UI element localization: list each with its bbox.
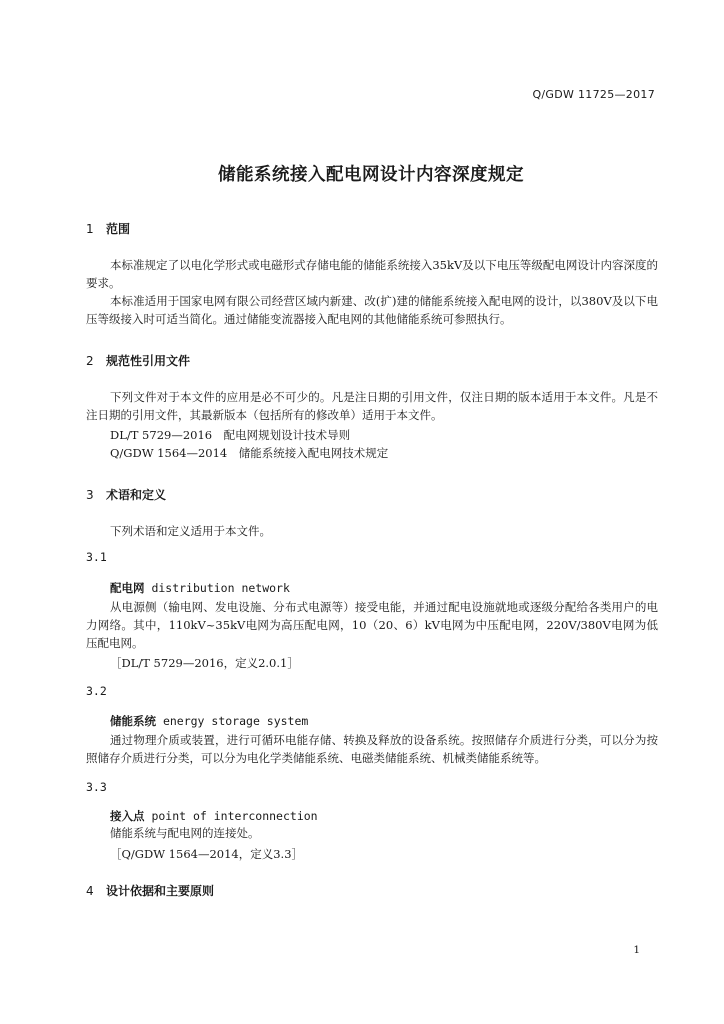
section-1-paragraph-2: 本标准适用于国家电网有限公司经营区域内新建、改(扩)建的储能系统接入配电网的设计，以380V及以下电压等级接入时可适当简化。通过储能变流器接入配电网的其他储能系统可参照执行。 bbox=[86, 294, 658, 326]
document-title: 储能系统接入配电网设计内容深度规定 bbox=[218, 165, 524, 185]
normative-reference-2: Q/GDW 1564—2014 储能系统接入配电网技术规定 bbox=[110, 446, 389, 460]
normative-reference-1: DL/T 5729—2016 配电网规划设计技术导则 bbox=[110, 428, 351, 442]
section-2-paragraph-1: 下列文件对于本文件的应用是必不可少的。凡是注日期的引用文件，仅注日期的版本适用于本文件。凡是不注日期的引用文件，其最新版本（包括所有的修改单）适用于本文件。 bbox=[86, 390, 658, 422]
term-3-3-source: ［Q/GDW 1564—2014，定义3.3］ bbox=[110, 847, 304, 861]
term-english: point of interconnection bbox=[151, 809, 318, 823]
section-title: 范围 bbox=[106, 222, 131, 236]
term-english: distribution network bbox=[151, 581, 290, 595]
section-title: 规范性引用文件 bbox=[106, 354, 191, 368]
page-number: 1 bbox=[633, 944, 640, 956]
term-3-1-definition: 从电源侧（输电网、发电设施、分布式电源等）接受电能，并通过配电设施就地或逐级分配给各类用户的电力网络。其中，110kV~35kV电网为高压配电网，10（20、6）kV电网为中压配电网，220V/380V电网为低压配电网。 bbox=[86, 600, 658, 650]
section-title: 设计依据和主要原则 bbox=[106, 884, 215, 898]
section-number: 3 bbox=[86, 488, 94, 502]
standard-number: Q/GDW 11725—2017 bbox=[532, 88, 655, 101]
clause-3-1-number: 3.1 bbox=[86, 550, 107, 564]
section-1-paragraph-1: 本标准规定了以电化学形式或电磁形式存储电能的储能系统接入35kV及以下电压等级配电网设计内容深度的要求。 bbox=[86, 258, 658, 290]
term-3-3-definition: 储能系统与配电网的连接处。 bbox=[110, 826, 260, 840]
term-3-1 bbox=[110, 580, 290, 596]
section-3-heading bbox=[86, 486, 166, 503]
section-number: 4 bbox=[86, 884, 94, 898]
term-english: energy storage system bbox=[162, 714, 309, 728]
term-3-2 bbox=[110, 713, 308, 729]
clause-3-3-number: 3.3 bbox=[86, 780, 107, 794]
term-chinese: 储能系统 bbox=[110, 714, 156, 728]
section-3-intro: 下列术语和定义适用于本文件。 bbox=[110, 524, 271, 538]
clause-3-2-number: 3.2 bbox=[86, 684, 107, 698]
section-number: 2 bbox=[86, 354, 94, 368]
section-title: 术语和定义 bbox=[106, 488, 167, 502]
term-chinese: 配电网 bbox=[110, 581, 145, 595]
section-number: 1 bbox=[86, 222, 94, 236]
section-4-heading bbox=[86, 882, 214, 899]
term-3-2-definition: 通过物理介质或装置，进行可循环电能存储、转换及释放的设备系统。按照储存介质进行分类，可以分为按照储存介质进行分类，可以分为电化学类储能系统、电磁类储能系统、机械类储能系统等。 bbox=[86, 733, 658, 765]
term-3-1-source: ［DL/T 5729—2016，定义2.0.1］ bbox=[110, 656, 299, 670]
section-2-heading bbox=[86, 352, 190, 369]
section-1-heading bbox=[86, 220, 130, 237]
term-chinese: 接入点 bbox=[110, 809, 145, 823]
term-3-3 bbox=[110, 808, 318, 824]
